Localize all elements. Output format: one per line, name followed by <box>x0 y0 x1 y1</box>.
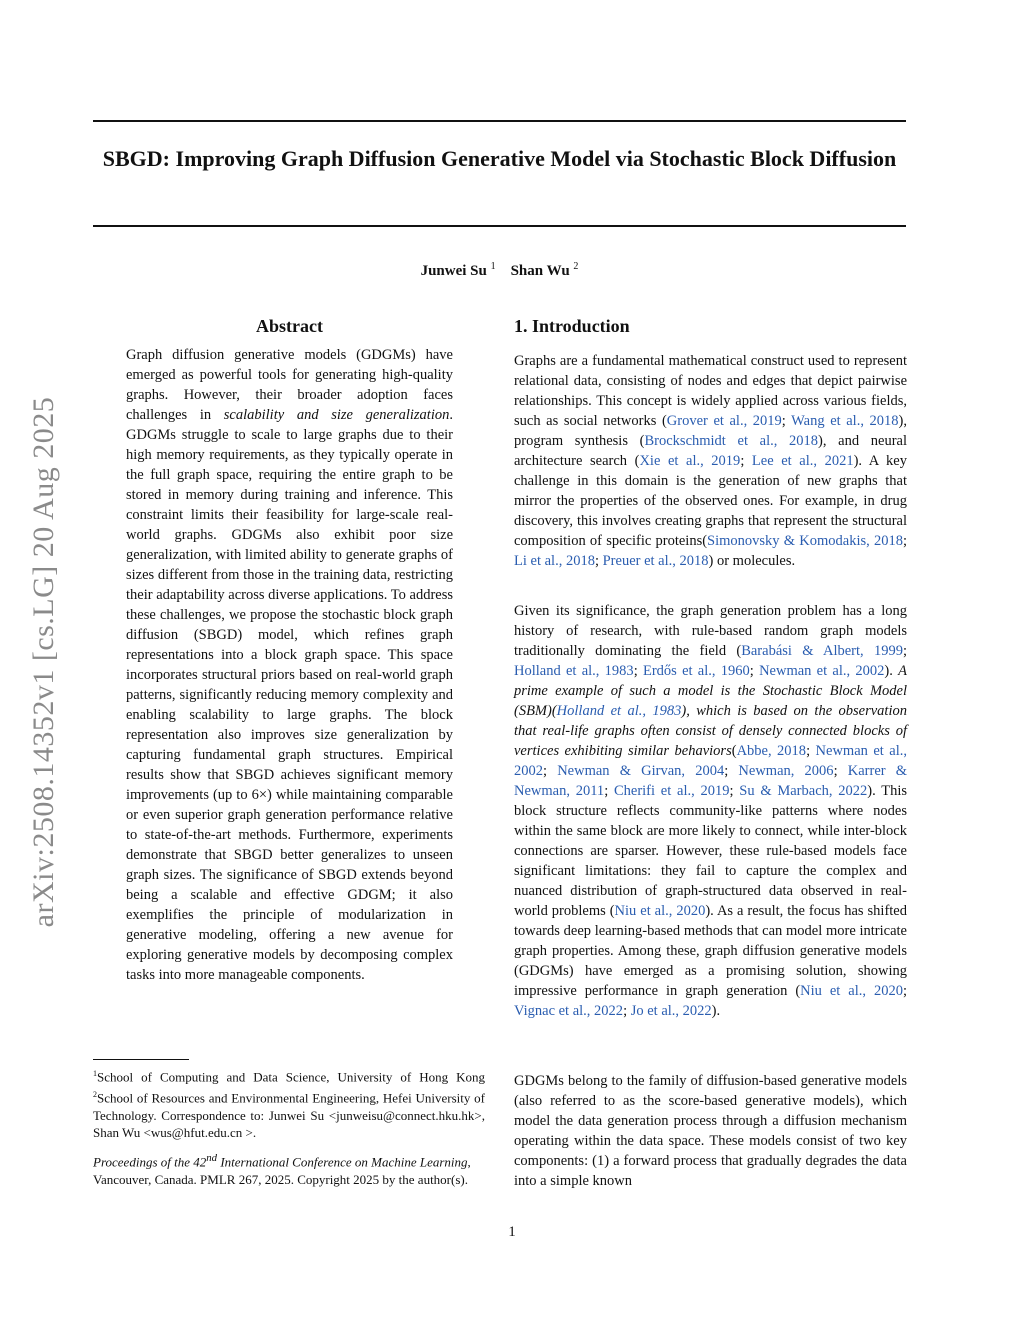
paragraph-text: ), and neural architecture search ( <box>514 433 908 469</box>
page-number: 1 <box>508 1224 516 1240</box>
footnote-mark: 1 <box>93 1069 97 1078</box>
citation-link[interactable]: Erdős et al., 1960 <box>642 663 750 679</box>
abstract-text: . GDGMs struggle to scale to large graphs due to their high memory requirements, as they typically operate in the full graph space, requiring the entire graph to be stored in memory during training and inference. This constraint limits their feasibility for large-scale real-world graphs. GDGMs also exhibit poor size generalization, with limited ability to generate graphs of sizes different from those in the training data, restricting their adaptability across diverse applications. To address these challenges, we propose the stochastic block graph diffusion (SBGD) model, which refines graph representations into a block graph space. This space incorporates structural priors based on real-world graph patterns, significantly reducing memory complexity and enabling scalability to large graphs. The block representation also improves size generalization by capturing fundamental graph structures. Empirical results show that SBGD achieves significant memory improvements (up to 6×) while maintaining comparable or even superior graph generation performance relative to state-of-the-art methods. Furthermore, experiments demonstrate that SBGD better generalizes to unseen graph sizes. The significance of SBGD extends beyond being a scalable and effective GDGM; it also exemplifies the principle of modularization in generative modeling, offering a new avenue for exploring generative models by decomposing complex tasks into more manageable components. <box>126 407 453 983</box>
citation-link[interactable]: Preuer et al., 2018 <box>602 553 709 569</box>
paragraph-text: Graphs are a fundamental mathematical construct used to represent relational data, consisting of nodes and edges that depict pairwise relationships. This concept is widely applied across various fields, such as social networks ( <box>514 353 907 429</box>
citation-link[interactable]: Su & Marbach, 2022 <box>739 783 868 799</box>
abstract-body <box>126 345 453 985</box>
paragraph-text: ; <box>902 643 907 659</box>
paragraph-text: ; <box>781 413 792 429</box>
paragraph-text: ). A key challenge in this domain is the generation of new graphs that mirror the properties of the observed ones. For example, in drug discovery, this involves creating graphs that represent the structural composition of specific proteins( <box>514 453 907 549</box>
paragraph-text: ; <box>833 763 848 779</box>
affiliation-footnote <box>93 1065 485 1142</box>
paper-title: SBGD: Improving Graph Diffusion Generative Model via Stochastic Block Diffusion <box>102 146 897 171</box>
paragraph-text: ( <box>731 743 737 759</box>
citation-link[interactable]: Newman et al., 2002 <box>759 663 885 679</box>
citation-link[interactable]: Wang et al., 2018 <box>791 413 899 429</box>
footnote-text: School of Resources and Environmental Engineering, Hefei University of Technology. Correspondence to: Junwei Su <junweisu@connect.hku.hk>, Shan Wu <wus@hfut.edu.cn >. <box>93 1090 485 1141</box>
citation-link[interactable]: Newman, 2006 <box>738 763 834 779</box>
citation-link[interactable]: Xie et al., 2019 <box>639 453 741 469</box>
title-bottom-rule <box>93 225 906 227</box>
citation-link[interactable]: Grover et al., 2019 <box>666 413 782 429</box>
introduction-paragraph <box>514 601 907 1021</box>
abstract-text: Graph diffusion generative models (GDGMs) have emerged as powerful tools for generating high-quality graphs. However, their broader adoption faces challenges in <box>126 347 453 423</box>
paragraph-text: ; <box>749 663 760 679</box>
abstract-emphasis: scalability and size generalization <box>223 407 450 423</box>
paragraph-text: ). <box>711 1003 721 1019</box>
paragraph-text: ; <box>543 763 558 779</box>
paragraph-text: ; <box>724 763 739 779</box>
citation-link[interactable]: Karrer & Newman, 2011 <box>514 763 908 799</box>
paragraph-text: ) or molecules. <box>708 553 796 569</box>
citation-link[interactable]: Barabási & Albert, 1999 <box>741 643 903 659</box>
title-top-rule <box>93 120 906 122</box>
paragraph-text: ; <box>594 553 603 569</box>
citation-link[interactable]: Simonovsky & Komodakis, 2018 <box>707 533 903 549</box>
author-affiliation-mark: 2 <box>573 261 579 272</box>
proceedings-notice <box>93 1150 485 1188</box>
paragraph-text: ; <box>633 663 643 679</box>
citation-link[interactable]: Niu et al., 2020 <box>800 983 903 999</box>
introduction-paragraph <box>514 351 907 571</box>
proceedings-number: 42 <box>193 1154 207 1170</box>
proceedings-ordinal: nd <box>206 1152 218 1164</box>
proceedings-text: , Vancouver, Canada. PMLR 267, 2025. Copyright 2025 by the author(s). <box>93 1154 471 1187</box>
paragraph-text: ), program synthesis ( <box>514 413 908 449</box>
citation-link[interactable]: Newman et al., 2002 <box>514 743 907 779</box>
paragraph-text: ). This block structure reflects community-like patterns where nodes within the same block are more likely to connect, while inter-block connections are sparser. However, these rule-based models face significant limitations: they fail to capture the complex and nuanced distribution of graph-structured data observed in real-world problems ( <box>514 783 907 919</box>
introduction-paragraph <box>514 1071 907 1191</box>
paragraph-text: Given its significance, the graph generation problem has a long history of research, with rule-based random graph models traditionally dominating the field ( <box>514 603 907 659</box>
paragraph-text: ; <box>623 1003 631 1019</box>
citation-link[interactable]: Abbe, 2018 <box>736 743 807 759</box>
citation-link[interactable]: Vignac et al., 2022 <box>514 1003 624 1019</box>
citation-link[interactable]: Holland et al., 1983 <box>556 703 682 719</box>
citation-link[interactable]: Lee et al., 2021 <box>751 453 854 469</box>
paragraph-text: ; <box>604 783 614 799</box>
footnote-text: School of Computing and Data Science, University of Hong Kong <box>97 1069 485 1085</box>
citation-link[interactable]: Cherifi et al., 2019 <box>613 783 730 799</box>
citation-link[interactable]: Jo et al., 2022 <box>630 1003 712 1019</box>
proceedings-text: International Conference on Machine Learning <box>217 1154 468 1170</box>
paragraph-text: ; <box>740 453 752 469</box>
paragraph-text: ; <box>729 783 740 799</box>
paragraph-text: ; <box>902 533 907 549</box>
paragraph-text: ; <box>806 743 816 759</box>
abstract-heading: Abstract <box>256 316 323 336</box>
proceedings-text: Proceedings of the <box>93 1154 194 1170</box>
citation-link[interactable]: Niu et al., 2020 <box>614 903 706 919</box>
author-list <box>93 261 906 280</box>
paragraph-text: A prime example of such a model is the Stochastic Block Model (SBM)( <box>514 663 907 719</box>
author-name: Junwei Su <box>420 263 487 279</box>
citation-link[interactable]: Brockschmidt et al., 2018 <box>644 433 819 449</box>
paragraph-text: ; <box>902 983 907 999</box>
paragraph-text: GDGMs belong to the family of diffusion-based generative models (also referred to as the score-based generative models), which model the data generation process through a diffusion mechanism operating within the data space. These models consist of two key components: (1) a forward process that gradually degrades the data into a simple known <box>514 1073 907 1189</box>
author-name: Shan Wu <box>510 263 570 279</box>
introduction-heading: 1. Introduction <box>514 316 630 336</box>
paragraph-text: ). <box>884 663 899 679</box>
author-affiliation-mark: 1 <box>490 261 496 272</box>
citation-link[interactable]: Newman & Girvan, 2004 <box>557 763 725 779</box>
paragraph-text: ), which is based on the observation that real-life graphs often consist of densely connected blocks of vertices exhibiting similar behaviors <box>514 703 907 759</box>
citation-link[interactable]: Li et al., 2018 <box>514 553 595 569</box>
footnote-divider <box>93 1059 189 1060</box>
citation-link[interactable]: Holland et al., 1983 <box>514 663 634 679</box>
arxiv-identifier-stamp: arXiv:2508.14352v1 [cs.LG] 20 Aug 2025 <box>27 396 60 928</box>
footnote-mark: 2 <box>93 1089 97 1099</box>
paragraph-text: ). As a result, the focus has shifted towards deep learning-based methods that can model more intricate graph properties. Among these, graph diffusion generative models (GDGMs) have emerged as a promising solution, showing impressive performance in graph generation ( <box>514 903 907 999</box>
